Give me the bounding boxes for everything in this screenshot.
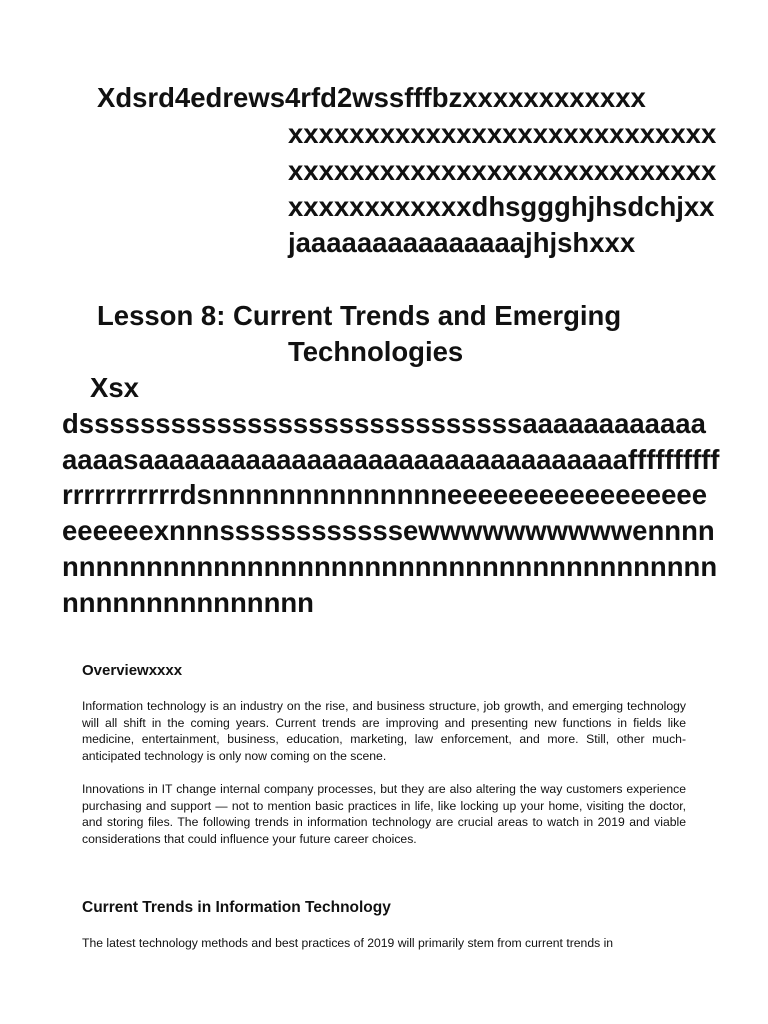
- garbled-body-blob: dsssssssssssssssssssssssssssssaaaaaaaaaaaaaaaasaaaaaaaaaaaaaaaaaaaaaaaaaaaaaaaaffffffffffrrrrrrrrrrrdsnnnnnnnnnnnnnneeeeeeeeeeeeeeeeeeeeeeexnnnssssssssssssewwwwwwwwwwennnnnnnnnnnnnnnnnnnnnnnnnnnnnnnnnnnnnnnnnnnnnnnnnnnnnnnnnn: [62, 407, 720, 618]
- garbled-title: [97, 80, 727, 261]
- current-trends-paragraph: The latest technology methods and best practices of 2019 will primarily stem from current trends in: [82, 936, 614, 950]
- lesson-title-line-1: Lesson 8: Current Trends and Emerging: [97, 300, 622, 331]
- garbled-body-intro: Xsx: [90, 372, 139, 403]
- garbled-title-continuation: xxxxxxxxxxxxxxxxxxxxxxxxxxxxxxxxxxxxxxxxxxxxxxxxxxxxxxxxxxxxxxxxxxxxdhsggghjhsdchjxxjaaaaaaaaaaaaaaajhjshxxx: [288, 118, 717, 259]
- current-trends-heading: Current Trends in Information Technology: [82, 899, 391, 916]
- overview-heading: Overviewxxxx: [82, 662, 183, 679]
- lesson-title-line-2: Technologies: [288, 336, 464, 367]
- overview-paragraph-2: Innovations in IT change internal company processes, but they are also altering the way customers experience purchasing and support — not to mention basic practices in life, like locking up your home, visiting the doctor, and storing files. The following trends in information technology are crucial areas to watch in 2019 and viable considerations that could influence your future career choices.: [82, 782, 686, 846]
- garbled-title-first-line: Xdsrd4edrews4rfd2wssfffbzxxxxxxxxxxxx: [97, 82, 646, 113]
- garbled-body-text: [62, 370, 720, 621]
- lesson-title: [97, 298, 717, 370]
- overview-paragraph-1: Information technology is an industry on the rise, and business structure, job growth, and emerging technology will all shift in the coming years. Current trends are improving and presenting new functions in fields like medicine, entertainment, business, education, marketing, law enforcement, and more. Still, other much-anticipated technology is only now coming on the scene.: [82, 699, 686, 763]
